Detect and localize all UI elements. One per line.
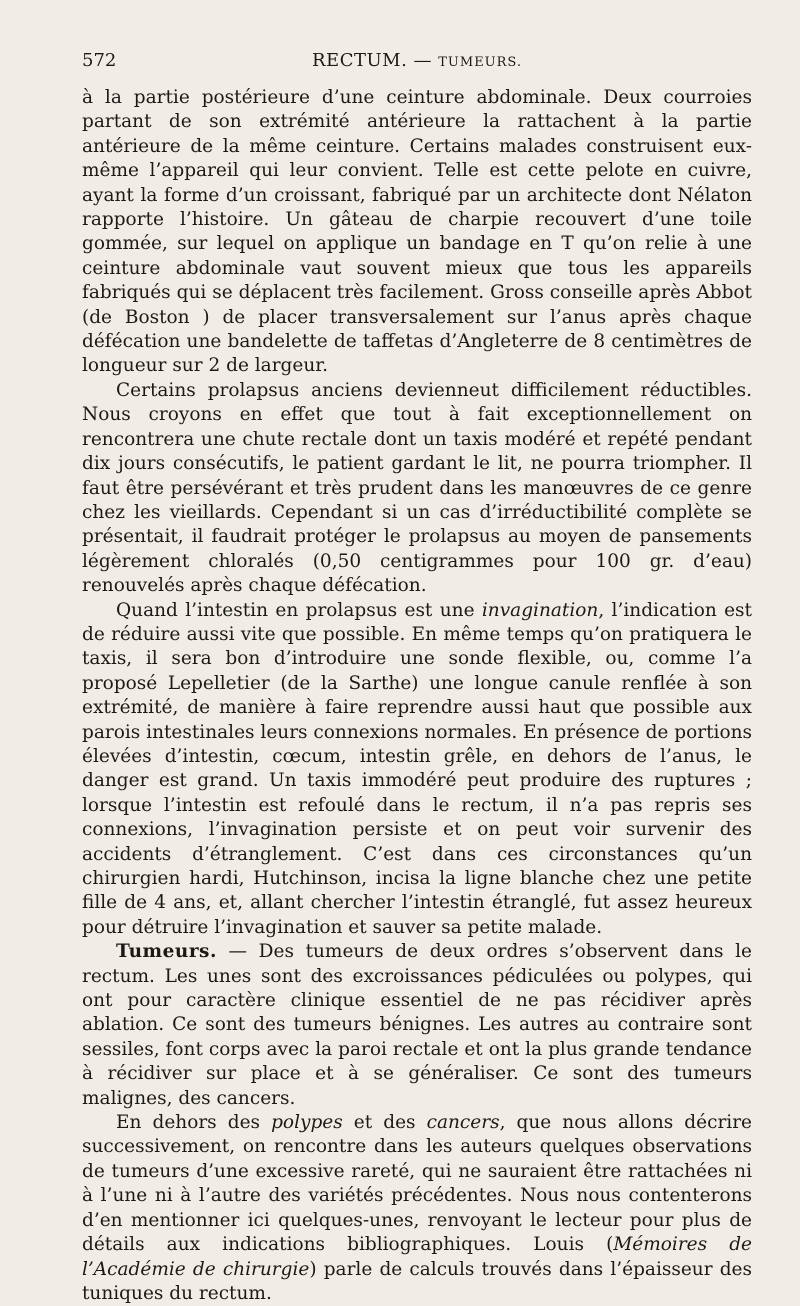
paragraph-4	[82, 940, 752, 1111]
paragraph-5-text-d: ) parle de calculs trouvés dans l’épaisseur des tuniques du rectum.	[82, 1258, 752, 1304]
page-number: 572	[82, 50, 117, 71]
page-header	[82, 50, 752, 80]
paragraph-3-text-b: , l’indication est de réduire aussi vite que possible. En même temps qu’on pratiquera le taxis, il sera bon d’introduire une sonde flexible, ou, comme l’a proposé Lepelletier (de la Sarthe) une longue canule renflée à son extrémité, de manière à faire reprendre aussi haut que possible aux parois intestinales leurs connexions normales. En présence de portions élevées d’intestin, cœcum, intestin grêle, en dehors de l’anus, le danger est grand. Un taxis immodéré peut produire des ruptures ; lorsque l’intestin est refoulé dans le rectum, il n’a pas repris ses connexions, l’invagination persiste et on peut voir survenir des accidents d’étranglement. C’est dans ces circonstances qu’un chirurgien hardi, Hutchinson, incisa la ligne blanche chez une petite fille de 4 ans, et, allant chercher l’intestin étranglé, fut assez heureux pour détruire l’invagination et sauver sa petite malade.	[82, 599, 752, 938]
paragraph-5-text-a: En dehors des	[116, 1112, 272, 1134]
paragraph-5-emphasis-polypes: polypes	[271, 1112, 343, 1134]
paragraph-3-emphasis: invagination	[481, 599, 599, 621]
running-title-sub: TUMEURS.	[438, 55, 522, 70]
section-heading-tumeurs: Tumeurs.	[116, 941, 217, 963]
body-text	[82, 86, 752, 1306]
paragraph-4-text: — Des tumeurs de deux ordres s’observent dans le rectum. Les unes sont des excroissances pédiculées ou polypes, qui ont pour caractère clinique essentiel de ne pas récidiver après ablation. Ce sont des tumeurs bénignes. Les autres au contraire sont sessiles, font corps avec la paroi rectale et ont la plus grande tendance à récidiver sur place et à se généraliser. Ce sont des tumeurs malignes, des cancers.	[82, 941, 752, 1109]
paragraph-5-text-b: et des	[342, 1112, 427, 1134]
paragraph-5	[82, 1111, 752, 1306]
paragraph-1: à la partie postérieure d’une ceinture abdominale. Deux courroies partant de son extrémité antérieure la rattachent à la partie antérieure de la même ceinture. Certains malades construisent eux-même l’appareil qui leur convient. Telle est cette pelote en cuivre, ayant la forme d’un croissant, fabriqué par un architecte dont Nélaton rapporte l’histoire. Un gâteau de charpie recouvert d’une toile gommée, sur lequel on applique un bandage en T qu’on relie à une ceinture abdominale vaut souvent mieux que tous les appareils fabriqués qui se déplacent très facilement. Gross conseille après Abbot (de Boston ) de placer transversalement sur l’anus après chaque défécation une bandelette de taffetas d’Angleterre de 8 centimètres de longueur sur 2 de largeur.	[82, 87, 752, 377]
paragraph-2: Certains prolapsus anciens devienneut difficilement réductibles. Nous croyons en effet que tout à fait exceptionnellement on rencontrera une chute rectale dont un taxis modéré et repété pendant dix jours consécutifs, le patient gardant le lit, ne pourra triompher. Il faut être persévérant et très prudent dans les manœuvres de ce genre chez les vieillards. Cependant si un cas d’irréductibilité complète se présentait, il faudrait protéger le prolapsus au moyen de pansements légèrement chloralés (0,50 centigrammes pour 100 gr. d’eau) renouvelés après chaque défécation.	[82, 379, 752, 597]
running-title	[82, 50, 752, 71]
running-title-separator: —	[407, 50, 439, 71]
running-title-main: RECTUM.	[312, 50, 408, 71]
paragraph-3-text-a: Quand l’intestin en prolapsus est une	[116, 599, 482, 621]
paragraph-3	[82, 599, 752, 941]
paragraph-5-text-c: , que nous allons décrire successivement, on rencontre dans les auteurs quelques observations de tumeurs d’une excessive rareté, qui ne sauraient être rattachées ni à l’une ni à l’autre des variétés précédentes. Nous nous contenterons d’en mentionner ici quelques-unes, renvoyant le lecteur pour plus de détails aux indications bibliographiques. Louis (	[82, 1112, 752, 1256]
paragraph-5-citation: Mémoires de l’Académie de chirurgie	[82, 1234, 752, 1280]
paragraph-5-emphasis-cancers: cancers	[426, 1112, 500, 1134]
